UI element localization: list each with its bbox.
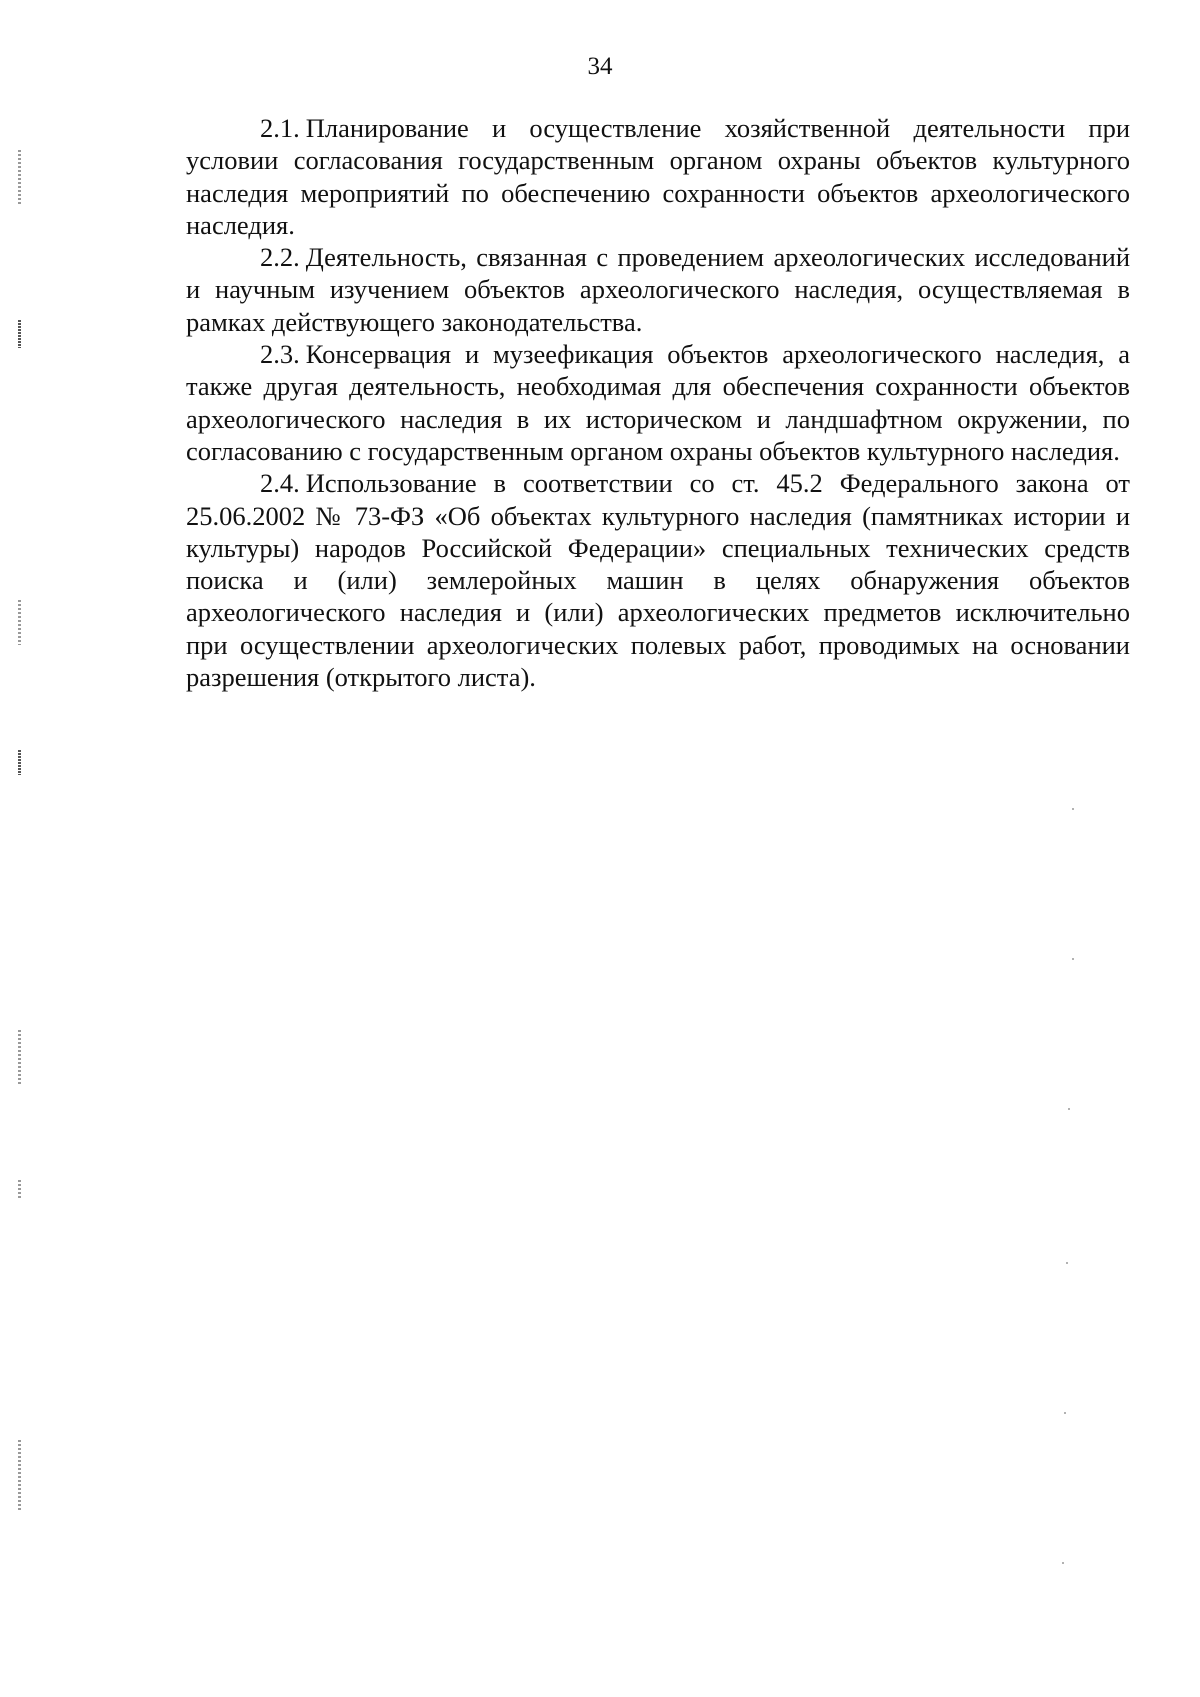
paragraph-number: 2.1. (260, 113, 300, 143)
paragraph-2-2 (186, 241, 1130, 338)
scan-artifact (18, 150, 21, 205)
paragraph-number: 2.2. (260, 242, 300, 273)
paragraph-text: Планирование и осуществление хозяйственной деятельности при условии согласования государственным органом охраны объектов культурного наследия мероприятий по обеспечению сохранности объектов археологического наследия. (186, 113, 1130, 240)
paragraph-text: Деятельность, связанная с проведением археологических исследований и научным изучением объектов археологического наследия, осуществляемая в рамках действующего законодательства. (186, 242, 1130, 337)
scan-artifact (18, 600, 21, 645)
scan-artifact (18, 1030, 21, 1085)
paragraph-number: 2.4. (260, 468, 300, 499)
scan-speck (1072, 808, 1074, 810)
scan-artifact (18, 750, 21, 775)
scan-artifact (18, 320, 21, 348)
paragraph-2-4 (186, 467, 1130, 693)
paragraph-2-1 (186, 112, 1130, 241)
paragraph-text: Использование в соответствии со ст. 45.2 Федерального закона от 25.06.2002 № 73-ФЗ «Об объектах культурного наследия (памятниках истории и культуры) народов Российской Федерации» специальных технических средств поиска и (или) землеройных машин в целях обнаружения объектов археологического наследия и (или) археологических предметов исключительно при осуществлении археологических полевых работ, проводимых на основании разрешения (открытого листа). (186, 468, 1130, 693)
scan-speck (1072, 958, 1074, 960)
scan-speck (1064, 1412, 1066, 1414)
paragraph-number: 2.3. (260, 339, 300, 370)
paragraph-text: Консервация и музеефикация объектов археологического наследия, а также другая деятельность, необходимая для обеспечения сохранности объектов археологического наследия в их историческом и ландшафтном окружении, по согласованию с государственным органом охраны объектов культурного наследия. (186, 339, 1130, 466)
scan-speck (1066, 1262, 1068, 1264)
page-number: 34 (587, 53, 613, 80)
scan-artifact (18, 1440, 21, 1510)
scan-artifact (18, 1180, 21, 1200)
scan-speck (1068, 1108, 1070, 1110)
scan-speck (1062, 1562, 1064, 1564)
document-body (186, 112, 1130, 693)
paragraph-2-3 (186, 338, 1130, 467)
